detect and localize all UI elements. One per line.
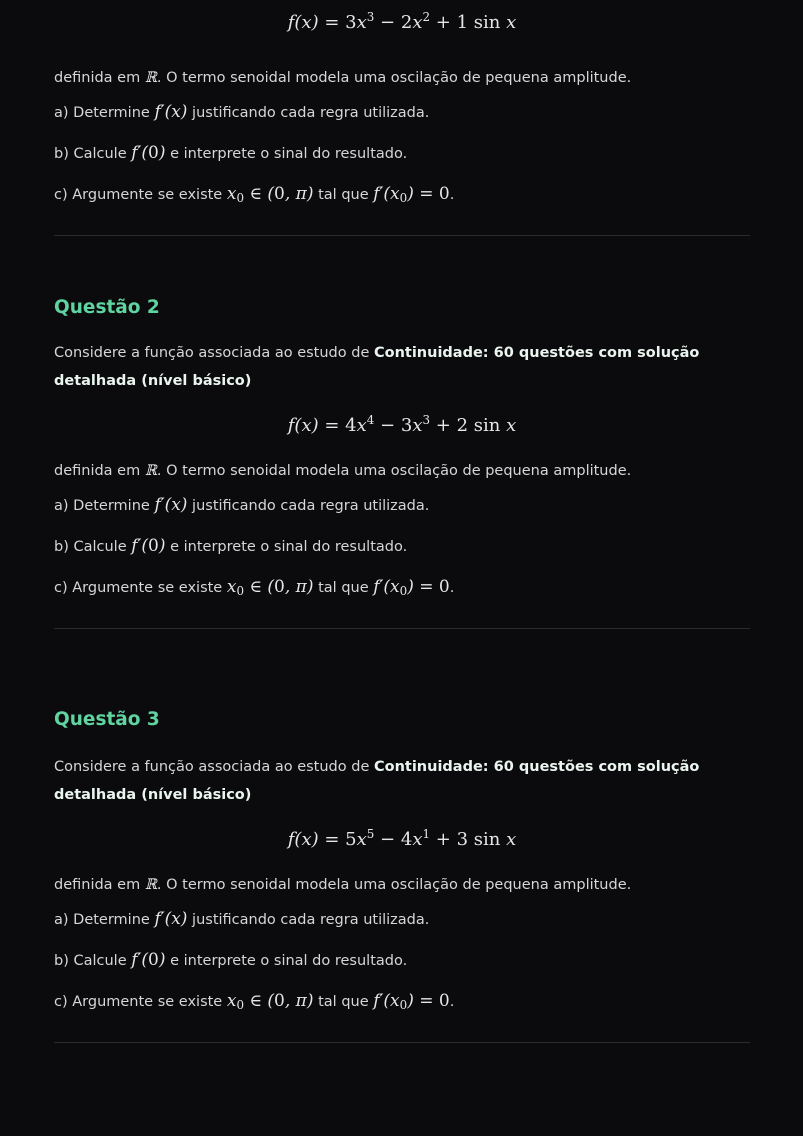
q2-divider	[54, 628, 750, 629]
q3-item-b: b) Calcule f′(0) e interprete o sinal do resultado.	[54, 950, 408, 970]
q3-item-c: c) Argumente se existe $x_0$ ∈ (0, π) tal que $f'(x_0) = 0$.	[54, 991, 455, 1012]
q2-item-b: b) Calcule f′(0) e interprete o sinal do resultado.	[54, 536, 408, 556]
q1-definition: definida em ℝ. O termo senoidal modela uma oscilação de pequena amplitude.	[54, 70, 632, 86]
q1-item-b: b) Calcule f′(0) e interprete o sinal do resultado.	[54, 143, 408, 163]
question-2	[54, 293, 750, 629]
q1-item-c: c) Argumente se existe $x_0$ ∈ (0, π) tal que $f'(x_0) = 0$.	[54, 184, 455, 205]
q3-formula: $f(x) = 5x^5 - 4x^1 + 3$ sin x	[287, 826, 517, 850]
q1-formula: $f(x) = 3x^3 - 2x^2 + 1$ sin x	[287, 9, 517, 33]
q3-title: Questão 3	[54, 709, 160, 730]
q3-intro: Considere a função associada ao estudo de Continuidade: 60 questões com solução detalhada (nível básico)	[54, 759, 700, 803]
q3-divider	[54, 1042, 750, 1043]
question-1	[54, 0, 750, 236]
q2-definition: definida em ℝ. O termo senoidal modela uma oscilação de pequena amplitude.	[54, 463, 632, 479]
q1-item-a: a) Determine f′(x) justificando cada regra utilizada.	[54, 102, 430, 122]
q2-item-c: c) Argumente se existe $x_0$ ∈ (0, π) tal que $f'(x_0) = 0$.	[54, 577, 455, 598]
q1-divider	[54, 235, 750, 236]
q3-definition: definida em ℝ. O termo senoidal modela uma oscilação de pequena amplitude.	[54, 877, 632, 893]
q2-title: Questão 2	[54, 297, 160, 318]
q2-formula: $f(x) = 4x^4 - 3x^3 + 2$ sin x	[287, 412, 517, 436]
q2-item-a: a) Determine f′(x) justificando cada regra utilizada.	[54, 495, 430, 515]
q2-intro: Considere a função associada ao estudo de Continuidade: 60 questões com solução detalhada (nível básico)	[54, 345, 700, 389]
question-3	[54, 705, 750, 1043]
q3-item-a: a) Determine f′(x) justificando cada regra utilizada.	[54, 909, 430, 929]
